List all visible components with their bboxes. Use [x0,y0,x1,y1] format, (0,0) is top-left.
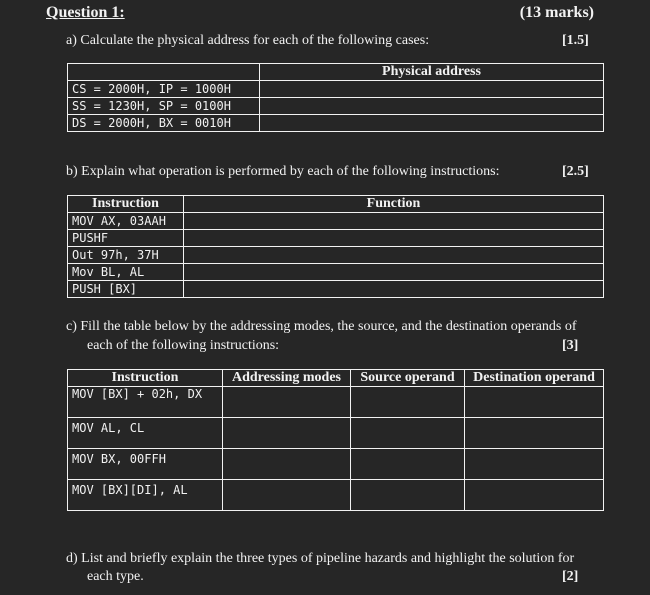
table-row [68,264,604,281]
part-a-marks: [1.5] [562,33,589,48]
part-a-case-3: DS = 2000H, BX = 0010H [68,115,260,132]
part-c-instruction-1: MOV [BX] + 02h, DX [68,387,223,418]
table-row [68,213,604,230]
table-row [68,449,604,480]
part-d-marks: [2] [562,569,579,584]
table-row [68,480,604,511]
part-c-destination-1[interactable] [465,387,604,418]
part-c-header-source-operand: Source operand [351,370,465,387]
part-c-destination-3[interactable] [465,449,604,480]
table-row [68,387,604,418]
part-b-table [67,195,604,298]
part-c-addressing-3[interactable] [223,449,351,480]
part-c-addressing-1[interactable] [223,387,351,418]
part-c-source-2[interactable] [351,418,465,449]
part-b-marks: [2.5] [562,164,589,179]
table-row [68,98,604,115]
table-row [68,418,604,449]
part-b-function-1[interactable] [184,213,604,230]
part-b-function-2[interactable] [184,230,604,247]
part-b-function-4[interactable] [184,264,604,281]
part-c-instruction-3: MOV BX, 00FFH [68,449,223,480]
part-b-instruction-5: PUSH [BX] [68,281,184,298]
part-a-header-blank [68,64,260,81]
part-c-marks: [3] [562,338,579,353]
part-c-source-1[interactable] [351,387,465,418]
part-a-answer-2[interactable] [260,98,604,115]
table-row [68,281,604,298]
part-a-answer-1[interactable] [260,81,604,98]
part-c-source-3[interactable] [351,449,465,480]
table-row [68,230,604,247]
part-b-prompt: b) Explain what operation is performed by each of the following instructions: [66,164,500,179]
table-row [68,81,604,98]
part-b-instruction-3: Out 97h, 37H [68,247,184,264]
part-a-case-2: SS = 1230H, SP = 0100H [68,98,260,115]
part-c-instruction-4: MOV [BX][DI], AL [68,480,223,511]
question-title: Question 1: [46,4,125,21]
part-c-addressing-2[interactable] [223,418,351,449]
part-b-function-5[interactable] [184,281,604,298]
question-marks: (13 marks) [519,4,594,21]
part-a-header-physical-address: Physical address [260,64,604,81]
part-a-answer-3[interactable] [260,115,604,132]
part-d-prompt-line1: d) List and briefly explain the three types of pipeline hazards and highlight the solution for [66,551,575,566]
table-row [68,115,604,132]
part-c-header-destination-operand: Destination operand [465,370,604,387]
part-c-destination-2[interactable] [465,418,604,449]
part-a-case-1: CS = 2000H, IP = 1000H [68,81,260,98]
part-c-prompt-line1: c) Fill the table below by the addressing modes, the source, and the destination operands of [66,319,577,334]
part-c-prompt-line2: each of the following instructions: [87,338,280,353]
part-c-instruction-2: MOV AL, CL [68,418,223,449]
part-b-header-function: Function [184,196,604,213]
part-a-prompt: a) Calculate the physical address for each of the following cases: [66,33,430,48]
part-c-table [67,369,604,511]
part-a-table [67,63,604,132]
part-b-instruction-1: MOV AX, 03AAH [68,213,184,230]
part-c-header-addressing-modes: Addressing modes [223,370,351,387]
part-b-instruction-4: Mov BL, AL [68,264,184,281]
part-b-header-instruction: Instruction [68,196,184,213]
part-b-instruction-2: PUSHF [68,230,184,247]
part-d-prompt-line2: each type. [87,569,144,584]
part-c-header-instruction: Instruction [68,370,223,387]
part-c-destination-4[interactable] [465,480,604,511]
part-b-function-3[interactable] [184,247,604,264]
part-c-addressing-4[interactable] [223,480,351,511]
part-c-source-4[interactable] [351,480,465,511]
table-row [68,247,604,264]
